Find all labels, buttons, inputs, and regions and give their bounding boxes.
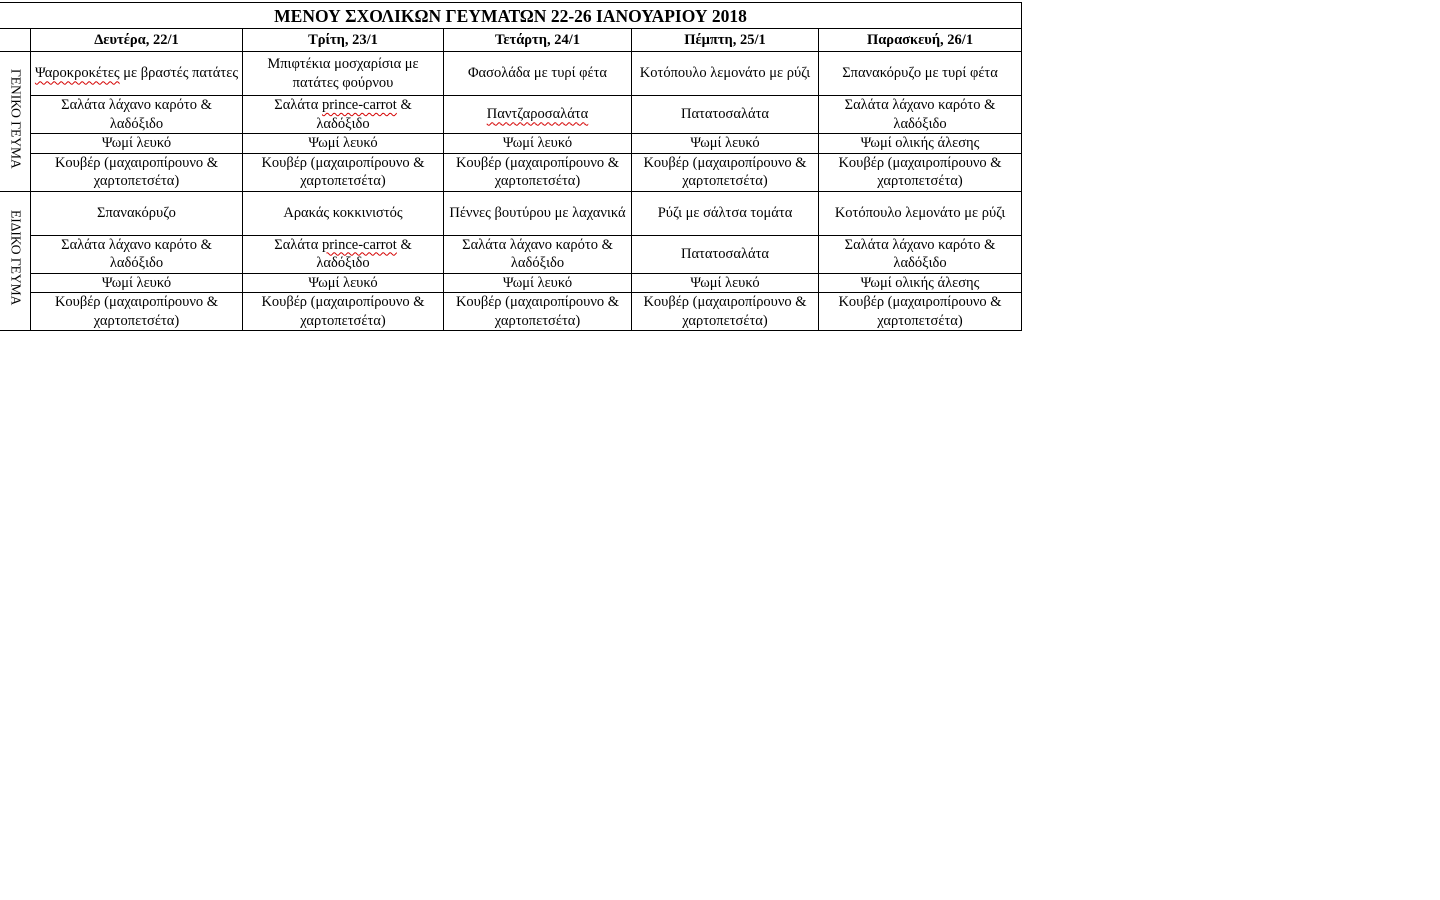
menu-cell: Πατατοσαλάτα: [632, 96, 819, 134]
corner-cell: [0, 29, 31, 52]
day-header-tuesday: Τρίτη, 23/1: [243, 29, 444, 52]
menu-cell: Πέννες βουτύρου με λαχανικά: [444, 191, 632, 235]
menu-cell: Ψωμί λευκό: [31, 273, 243, 293]
menu-cell: Κοτόπουλο λεμονάτο με ρύζι: [632, 52, 819, 96]
menu-cell: Σαλάτα λάχανο καρότο & λαδόξιδο: [31, 96, 243, 134]
menu-cell: Κοτόπουλο λεμονάτο με ρύζι: [819, 191, 1022, 235]
general-salad-row: [0, 96, 1022, 134]
spellcheck-word: Παντζαροσαλάτα: [486, 106, 589, 123]
menu-cell: Κουβέρ (μαχαιροπίρουνο & χαρτοπετσέτα): [819, 153, 1022, 191]
spellcheck-word: prince-carrot: [321, 97, 397, 113]
menu-cell: Πατατοσαλάτα: [632, 235, 819, 273]
menu-cell: Ψωμί ολικής άλεσης: [819, 134, 1022, 154]
menu-cell: Ψωμί λευκό: [243, 273, 444, 293]
menu-table: [0, 2, 1022, 331]
section-label-special-text: ΕΙΔΙΚΟ ΓΕΥΜΑ: [8, 210, 24, 306]
menu-cell: Μπιφτέκια μοσχαρίσια με πατάτες φούρνου: [243, 52, 444, 96]
menu-table-body: [0, 3, 1022, 331]
menu-cell: Σαλάτα λάχανο καρότο & λαδόξιδο: [819, 235, 1022, 273]
special-main-row: [0, 191, 1022, 235]
menu-cell: Κουβέρ (μαχαιροπίρουνο & χαρτοπετσέτα): [632, 153, 819, 191]
menu-title: ΜΕΝΟΥ ΣΧΟΛΙΚΩΝ ΓΕΥΜΑΤΩΝ 22-26 ΙΑΝΟΥΑΡΙΟΥ 2018: [0, 3, 1022, 29]
menu-cell: Ψωμί λευκό: [632, 273, 819, 293]
general-main-row: [0, 52, 1022, 96]
day-header-row: [0, 29, 1022, 52]
section-label-general-text: ΓΕΝΙΚΟ ΓΕΥΜΑ: [8, 68, 24, 169]
menu-cell: Κουβέρ (μαχαιροπίρουνο & χαρτοπετσέτα): [243, 293, 444, 331]
menu-cell: Σπανακόρυζο με τυρί φέτα: [819, 52, 1022, 96]
menu-cell: Κουβέρ (μαχαιροπίρουνο & χαρτοπετσέτα): [243, 153, 444, 191]
general-cover-row: [0, 153, 1022, 191]
menu-cell: Σαλάτα prince-carrot & λαδόξιδο: [243, 235, 444, 273]
menu-cell: Ρύζι με σάλτσα τομάτα: [632, 191, 819, 235]
day-header-wednesday: Τετάρτη, 24/1: [444, 29, 632, 52]
menu-cell: Φασολάδα με τυρί φέτα: [444, 52, 632, 96]
special-salad-row: [0, 235, 1022, 273]
special-cover-row: [0, 293, 1022, 331]
day-header-friday: Παρασκευή, 26/1: [819, 29, 1022, 52]
general-bread-row: [0, 134, 1022, 154]
menu-cell: Κουβέρ (μαχαιροπίρουνο & χαρτοπετσέτα): [444, 293, 632, 331]
menu-cell: [444, 96, 632, 134]
menu-cell: Κουβέρ (μαχαιροπίρουνο & χαρτοπετσέτα): [31, 153, 243, 191]
menu-cell: Ψωμί λευκό: [444, 134, 632, 154]
menu-cell: Κουβέρ (μαχαιροπίρουνο & χαρτοπετσέτα): [819, 293, 1022, 331]
spellcheck-word: Ψαροκροκέτες: [34, 65, 120, 82]
menu-cell: Ψαροκροκέτες με βραστές πατάτες: [31, 52, 243, 96]
menu-cell: Σαλάτα λάχανο καρότο & λαδόξιδο: [31, 235, 243, 273]
menu-cell: Σαλάτα λάχανο καρότο & λαδόξιδο: [444, 235, 632, 273]
menu-cell: Αρακάς κοκκινιστός: [243, 191, 444, 235]
day-header-monday: Δευτέρα, 22/1: [31, 29, 243, 52]
menu-cell: Σπανακόρυζο: [31, 191, 243, 235]
special-bread-row: [0, 273, 1022, 293]
title-row: [0, 3, 1022, 29]
menu-cell: Κουβέρ (μαχαιροπίρουνο & χαρτοπετσέτα): [632, 293, 819, 331]
section-label-general: [0, 52, 31, 192]
menu-cell: Ψωμί ολικής άλεσης: [819, 273, 1022, 293]
menu-cell: Κουβέρ (μαχαιροπίρουνο & χαρτοπετσέτα): [31, 293, 243, 331]
spellcheck-word: prince-carrot: [321, 236, 397, 253]
menu-cell: Σαλάτα prince-carrot & λαδόξιδο: [243, 96, 444, 134]
menu-cell: Σαλάτα λάχανο καρότο & λαδόξιδο: [819, 96, 1022, 134]
menu-cell: Ψωμί λευκό: [444, 273, 632, 293]
section-label-special: [0, 191, 31, 331]
menu-cell: Κουβέρ (μαχαιροπίρουνο & χαρτοπετσέτα): [444, 153, 632, 191]
menu-cell: Ψωμί λευκό: [243, 134, 444, 154]
menu-cell: Ψωμί λευκό: [632, 134, 819, 154]
menu-cell: Ψωμί λευκό: [31, 134, 243, 154]
day-header-thursday: Πέμπτη, 25/1: [632, 29, 819, 52]
